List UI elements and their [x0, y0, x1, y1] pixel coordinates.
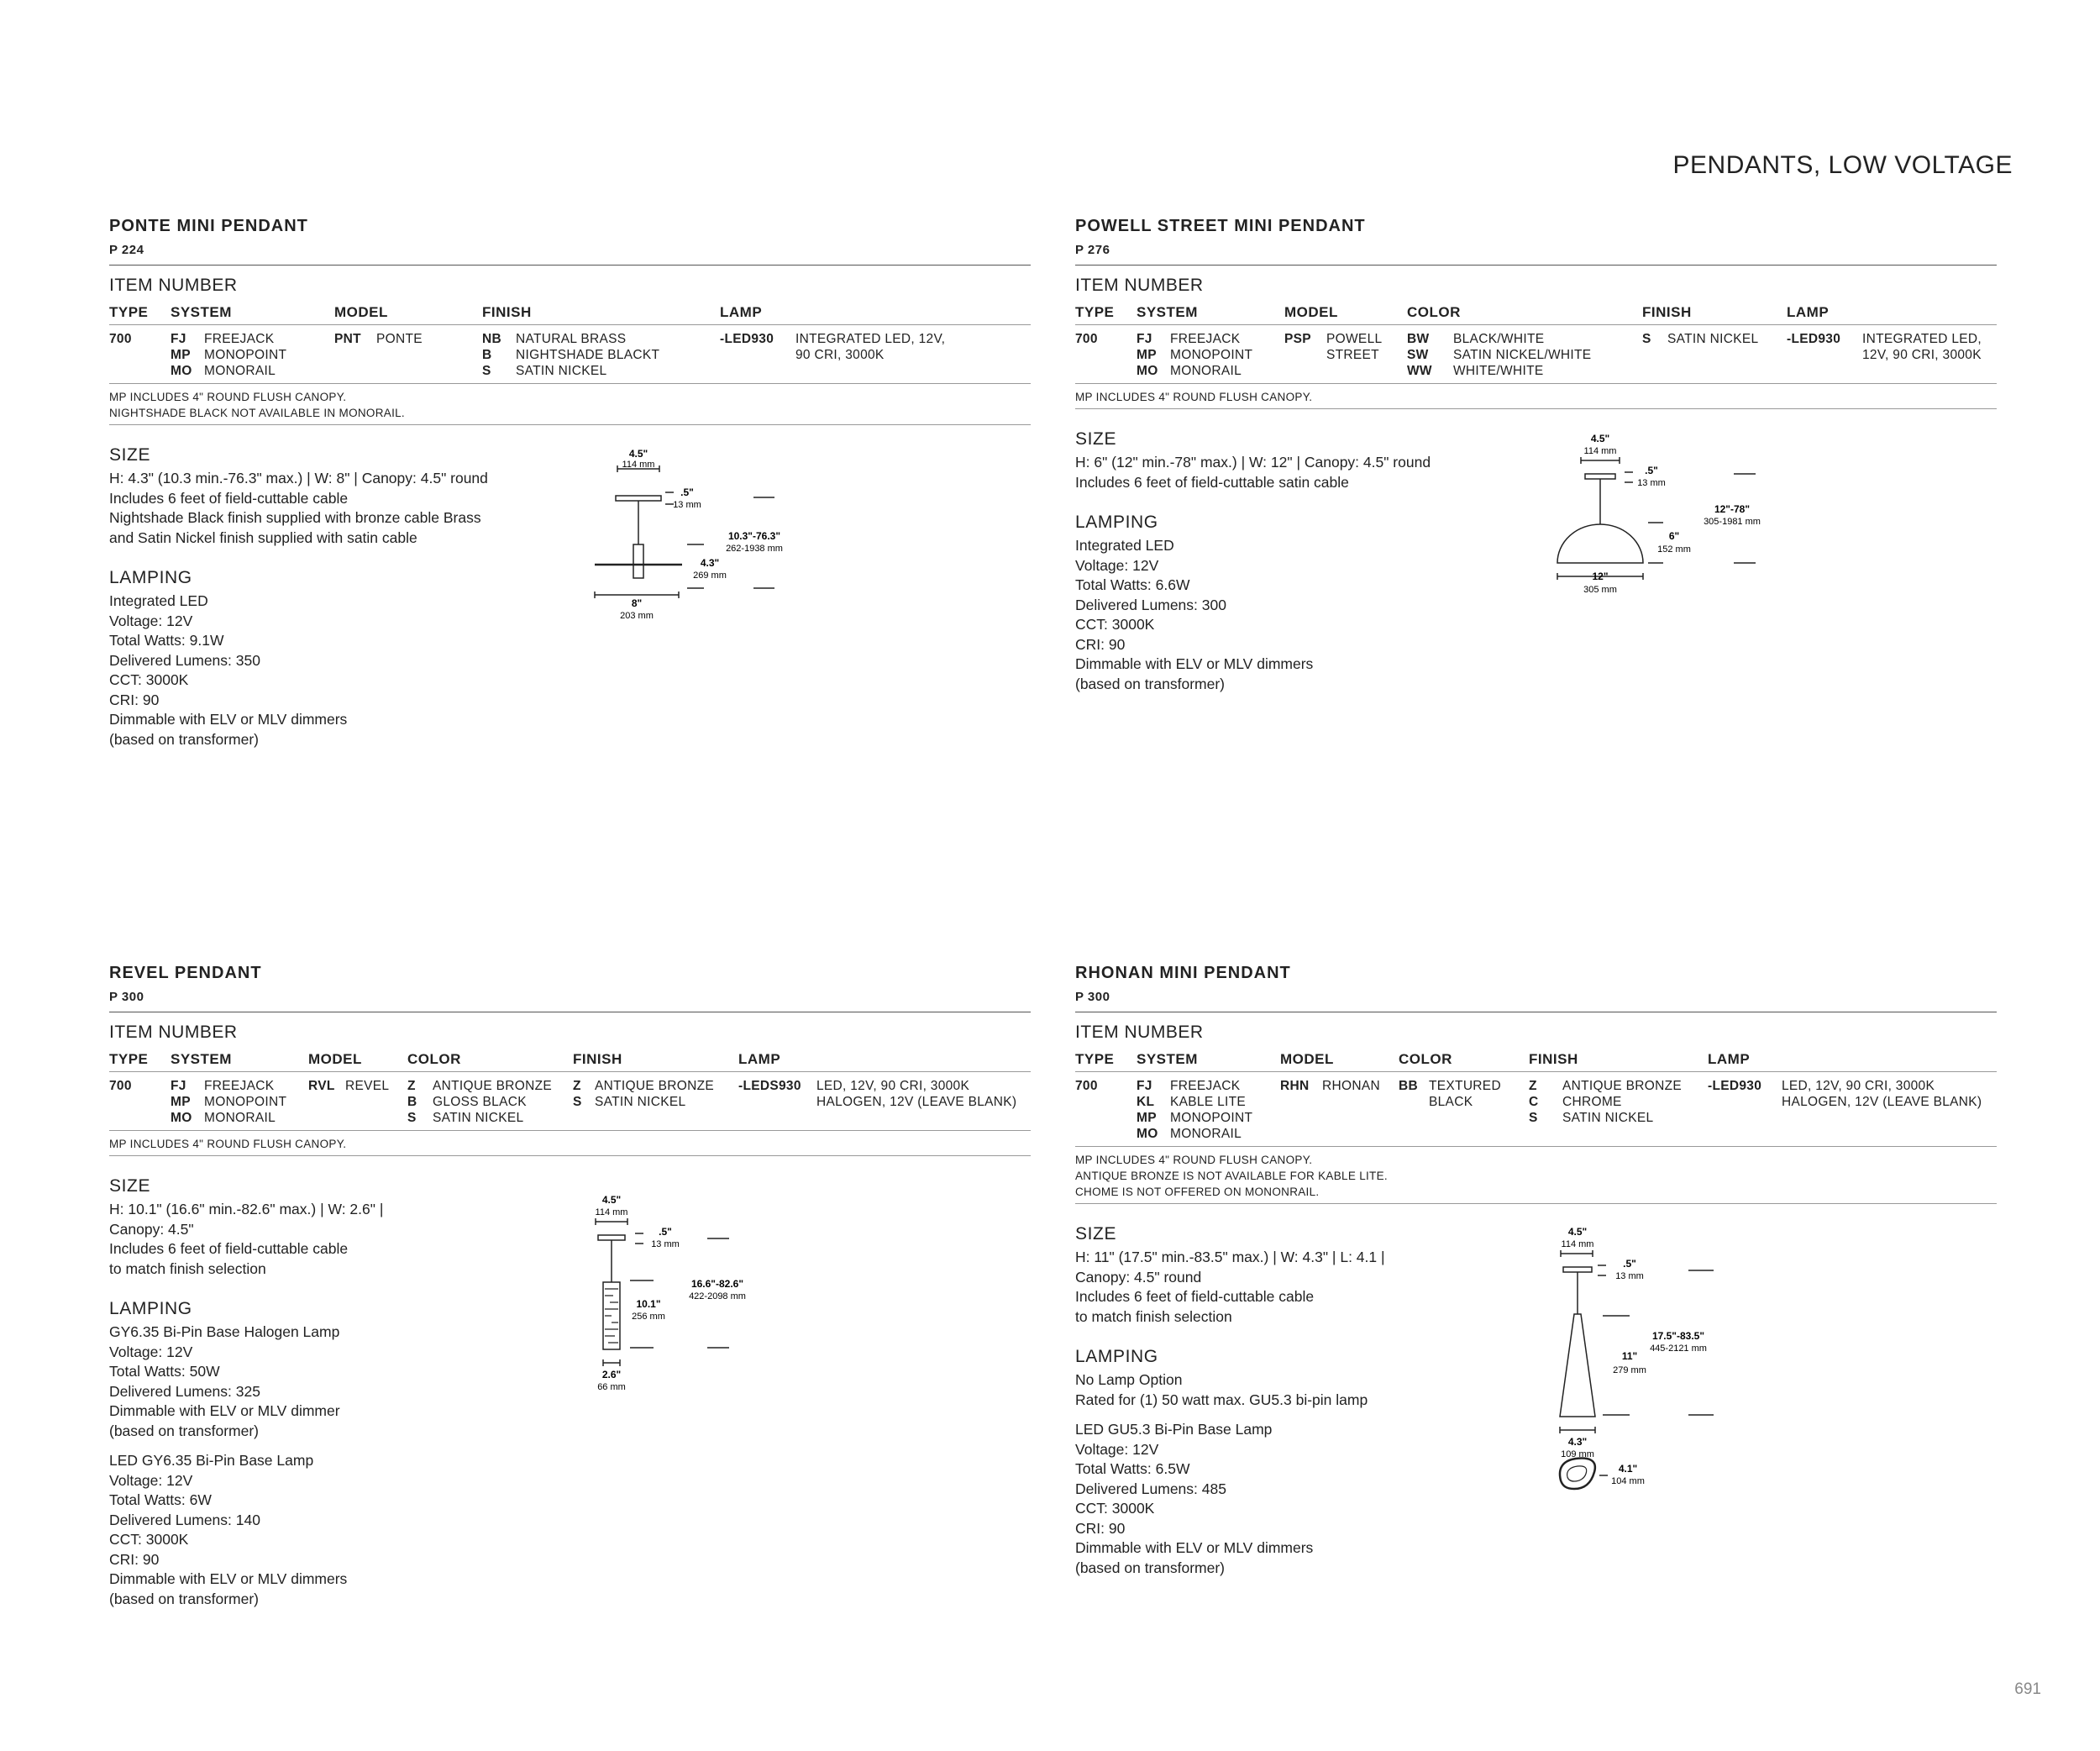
col-lamp: LAMP — [738, 1051, 1031, 1072]
size-text: H: 4.3" (10.3 min.-76.3" max.) | W: 8" | Canopy: 4.5" round Includes 6 feet of field-cuttable cable Nightshade Black finish supplied with bronze cable Brass and Satin Nickel finish supplied with satin cable — [109, 470, 488, 546]
col-system: SYSTEM — [171, 304, 334, 325]
notes: MP INCLUDES 4" ROUND FLUSH CANOPY. ANTIQUE BRONZE IS NOT AVAILABLE FOR KABLE LITE. CHOME IS NOT OFFERED ON MONONRAIL. — [1075, 1147, 1997, 1204]
dim-height: 6" — [1668, 530, 1680, 542]
type-value: 700 — [109, 332, 132, 346]
dim-overall-mm: 262-1938 mm — [726, 544, 783, 554]
rhonan-dimension-drawing — [1546, 1223, 1739, 1522]
model-option: PSP POWELL STREET — [1284, 332, 1383, 362]
color-option: B GLOSS BLACK — [407, 1095, 527, 1109]
dim-thick-mm: 13 mm — [673, 500, 701, 510]
color-option: SW SATIN NICKEL/WHITE — [1407, 348, 1592, 362]
dim-height: 10.1" — [636, 1298, 661, 1310]
dim-width: 4.3" — [1567, 1436, 1588, 1448]
lamping-text: GY6.35 Bi-Pin Base Halogen Lamp Voltage: 12V Total Watts: 50W Delivered Lumens: 325 Dimmable with ELV or MLV dimmer (based on transformer) — [109, 1323, 340, 1439]
finish-option: Z ANTIQUE BRONZE — [573, 1079, 714, 1093]
section-rhonan — [1075, 964, 1997, 1578]
dim-thick-mm: 13 mm — [651, 1239, 680, 1249]
finish-option: S SATIN NICKEL — [482, 364, 607, 378]
type-value: 700 — [1075, 332, 1098, 346]
finish-option: S SATIN NICKEL — [1529, 1111, 1654, 1125]
lamp-option: -LED930 INTEGRATED LED, 12V, 90 CRI, 3000K — [720, 332, 946, 362]
system-option: FJ FREEJACK — [171, 332, 275, 346]
dim-overall-mm: 422-2098 mm — [689, 1291, 746, 1301]
col-type: TYPE — [1075, 304, 1137, 325]
col-model: MODEL — [334, 304, 482, 325]
system-option: MP MONOPOINT — [1137, 348, 1253, 362]
dim-overall: 17.5"-83.5" — [1651, 1330, 1705, 1342]
col-type: TYPE — [1075, 1051, 1137, 1072]
col-model: MODEL — [1280, 1051, 1399, 1072]
size-heading: SIZE — [1075, 1224, 1117, 1244]
dim-overall-mm: 305-1981 mm — [1704, 517, 1761, 527]
lamp-option: -LED930 INTEGRATED LED, 12V, 90 CRI, 3000K — [1787, 332, 1982, 362]
lamping-text-led: LED GY6.35 Bi-Pin Base Lamp Voltage: 12V Total Watts: 6W Delivered Lumens: 140 CCT: 3000K CRI: 90 Dimmable with ELV or MLV dimmers (based on transformer) — [109, 1452, 348, 1607]
dim-canopy: 4.5" — [628, 448, 648, 460]
item-number-label: ITEM NUMBER — [109, 1023, 238, 1042]
col-lamp: LAMP — [1787, 304, 1997, 325]
size-text: H: 10.1" (16.6" min.-82.6" max.) | W: 2.6" | Canopy: 4.5" Includes 6 feet of field-cuttable cable to match finish selection — [109, 1201, 384, 1277]
item-number-label: ITEM NUMBER — [109, 276, 238, 295]
product-title: POWELL STREET MINI PENDANT — [1075, 217, 1366, 235]
col-system: SYSTEM — [171, 1051, 308, 1072]
col-color: COLOR — [1407, 304, 1642, 325]
dim-width-mm: 305 mm — [1583, 585, 1617, 595]
dim-thick-mm: 13 mm — [1615, 1271, 1644, 1281]
system-option: MO MONORAIL — [1137, 1127, 1242, 1141]
dim-height-mm: 279 mm — [1613, 1365, 1646, 1375]
size-heading: SIZE — [109, 1176, 151, 1196]
finish-option: NB NATURAL BRASS — [482, 332, 627, 346]
lamping-text: No Lamp Option Rated for (1) 50 watt max. GU5.3 bi-pin lamp — [1075, 1371, 1368, 1408]
dim-height: 11" — [1621, 1350, 1638, 1362]
color-option: Z ANTIQUE BRONZE — [407, 1079, 552, 1093]
dim-overall: 16.6"-82.6" — [690, 1278, 744, 1290]
dim-overall-mm: 445-2121 mm — [1650, 1343, 1707, 1354]
col-lamp: LAMP — [1708, 1051, 1997, 1072]
notes: MP INCLUDES 4" ROUND FLUSH CANOPY. NIGHTSHADE BLACK NOT AVAILABLE IN MONORAIL. — [109, 384, 1031, 425]
lamping-heading: LAMPING — [109, 1299, 192, 1318]
dim-canopy-mm: 114 mm — [622, 460, 655, 470]
system-option: MP MONOPOINT — [171, 348, 287, 362]
revel-dimension-drawing — [588, 1191, 781, 1406]
dim-height-mm: 256 mm — [632, 1312, 665, 1322]
size-heading: SIZE — [109, 445, 151, 465]
page-header: PENDANTS, LOW VOLTAGE — [1672, 151, 2013, 179]
dim-length-mm: 104 mm — [1611, 1476, 1645, 1486]
model-option: PNT PONTE — [334, 332, 423, 346]
page-number: 691 — [2014, 1680, 2041, 1698]
dim-thick: .5" — [680, 486, 694, 498]
color-option: S SATIN NICKEL — [407, 1111, 524, 1125]
lamping-text: Integrated LED Voltage: 12V Total Watts: 6.6W Delivered Lumens: 300 CCT: 3000K CRI: 90 Dimmable with ELV or MLV dimmers (based on transformer) — [1075, 537, 1314, 692]
dim-width: 8" — [631, 597, 643, 609]
system-option: MO MONORAIL — [171, 1111, 276, 1125]
col-finish: FINISH — [482, 304, 720, 325]
dim-canopy: 4.5" — [1590, 433, 1610, 444]
page-reference: P 276 — [1075, 243, 1110, 257]
col-lamp: LAMP — [720, 304, 1031, 325]
dim-overall: 12"-78" — [1714, 503, 1751, 515]
model-option: RHN RHONAN — [1280, 1079, 1380, 1093]
dim-height-mm: 152 mm — [1657, 544, 1691, 555]
notes: MP INCLUDES 4" ROUND FLUSH CANOPY. — [109, 1131, 1031, 1156]
section-ponte — [109, 217, 1031, 749]
dim-canopy-mm: 114 mm — [1561, 1239, 1594, 1249]
dim-width: 2.6" — [601, 1369, 622, 1380]
item-number-table — [109, 1051, 1031, 1131]
lamping-text: Integrated LED Voltage: 12V Total Watts: 9.1W Delivered Lumens: 350 CCT: 3000K CRI: 90 Dimmable with ELV or MLV dimmers (based on transformer) — [109, 592, 348, 748]
dim-thick: .5" — [1623, 1258, 1636, 1270]
page-reference: P 224 — [109, 243, 144, 257]
item-number-label: ITEM NUMBER — [1075, 1023, 1204, 1042]
item-number-table — [1075, 304, 1997, 384]
col-finish: FINISH — [1642, 304, 1787, 325]
dim-width: 12" — [1592, 571, 1609, 582]
col-type: TYPE — [109, 304, 171, 325]
dim-thick: .5" — [659, 1226, 672, 1238]
finish-option: S SATIN NICKEL — [1642, 332, 1759, 346]
size-text: H: 6" (12" min.-78" max.) | W: 12" | Canopy: 4.5" round Includes 6 feet of field-cuttable satin cable — [1075, 454, 1431, 491]
dim-length: 4.1" — [1618, 1463, 1638, 1475]
color-option: BW BLACK/WHITE — [1407, 332, 1545, 346]
col-color: COLOR — [1399, 1051, 1529, 1072]
dim-thick: .5" — [1645, 465, 1658, 476]
product-title: PONTE MINI PENDANT — [109, 217, 308, 235]
col-model: MODEL — [308, 1051, 407, 1072]
finish-option: B NIGHTSHADE BLACKT — [482, 348, 660, 362]
system-option: MP MONOPOINT — [171, 1095, 287, 1109]
system-option: MO MONORAIL — [1137, 364, 1242, 378]
lamp-option: -LEDS930 LED, 12V, 90 CRI, 3000K HALOGEN, 12V (LEAVE BLANK) — [738, 1079, 1017, 1109]
powell-street-dimension-drawing — [1546, 430, 1781, 611]
dim-canopy-mm: 114 mm — [595, 1207, 628, 1217]
dim-overall: 10.3"-76.3" — [727, 530, 781, 542]
col-system: SYSTEM — [1137, 1051, 1280, 1072]
system-option: MP MONOPOINT — [1137, 1111, 1253, 1125]
system-option: KL KABLE LITE — [1137, 1095, 1247, 1109]
lamping-heading: LAMPING — [1075, 1347, 1158, 1366]
notes: MP INCLUDES 4" ROUND FLUSH CANOPY. — [1075, 384, 1997, 409]
size-heading: SIZE — [1075, 429, 1117, 449]
lamping-heading: LAMPING — [109, 568, 192, 587]
divider — [1075, 265, 1997, 266]
dim-canopy: 4.5" — [601, 1194, 622, 1206]
col-type: TYPE — [109, 1051, 171, 1072]
type-value: 700 — [109, 1079, 132, 1093]
color-option: BB TEXTURED BLACK — [1399, 1079, 1501, 1109]
product-title: REVEL PENDANT — [109, 964, 262, 982]
model-option: RVL REVEL — [308, 1079, 390, 1093]
dim-canopy: 4.5" — [1567, 1226, 1588, 1238]
item-number-table — [1075, 1051, 1997, 1147]
col-finish: FINISH — [1529, 1051, 1708, 1072]
size-text: H: 11" (17.5" min.-83.5" max.) | W: 4.3" | L: 4.1 | Canopy: 4.5" round Includes 6 feet of field-cuttable cable to match finish selection — [1075, 1249, 1385, 1325]
type-value: 700 — [1075, 1079, 1098, 1093]
dim-height-mm: 269 mm — [693, 571, 727, 581]
divider — [109, 265, 1031, 266]
section-revel — [109, 964, 1031, 1609]
dim-width-mm: 203 mm — [620, 611, 654, 621]
ponte-dimension-drawing — [588, 445, 815, 634]
page-reference: P 300 — [109, 990, 144, 1004]
finish-option: S SATIN NICKEL — [573, 1095, 686, 1109]
col-color: COLOR — [407, 1051, 573, 1072]
dim-canopy-mm: 114 mm — [1583, 446, 1617, 456]
col-model: MODEL — [1284, 304, 1407, 325]
col-finish: FINISH — [573, 1051, 738, 1072]
dim-width-mm: 66 mm — [597, 1382, 626, 1392]
dim-height: 4.3" — [700, 557, 720, 569]
system-option: FJ FREEJACK — [171, 1079, 275, 1093]
product-title: RHONAN MINI PENDANT — [1075, 964, 1291, 982]
system-option: FJ FREEJACK — [1137, 1079, 1241, 1093]
lamping-heading: LAMPING — [1075, 513, 1158, 532]
lamp-option: -LED930 LED, 12V, 90 CRI, 3000K HALOGEN, 12V (LEAVE BLANK) — [1708, 1079, 1982, 1109]
page-reference: P 300 — [1075, 990, 1110, 1004]
section-powell-street — [1075, 217, 1997, 694]
item-number-label: ITEM NUMBER — [1075, 276, 1204, 295]
color-option: WW WHITE/WHITE — [1407, 364, 1544, 378]
finish-option: C CHROME — [1529, 1095, 1622, 1109]
dim-width-mm: 109 mm — [1561, 1449, 1594, 1459]
item-number-table — [109, 304, 1031, 384]
col-system: SYSTEM — [1137, 304, 1284, 325]
lamping-text-led: LED GU5.3 Bi-Pin Base Lamp Voltage: 12V Total Watts: 6.5W Delivered Lumens: 485 CCT: 3000K CRI: 90 Dimmable with ELV or MLV dimmers (based on transformer) — [1075, 1421, 1314, 1576]
system-option: MO MONORAIL — [171, 364, 276, 378]
dim-thick-mm: 13 mm — [1637, 478, 1666, 488]
system-option: FJ FREEJACK — [1137, 332, 1241, 346]
finish-option: Z ANTIQUE BRONZE — [1529, 1079, 1682, 1093]
